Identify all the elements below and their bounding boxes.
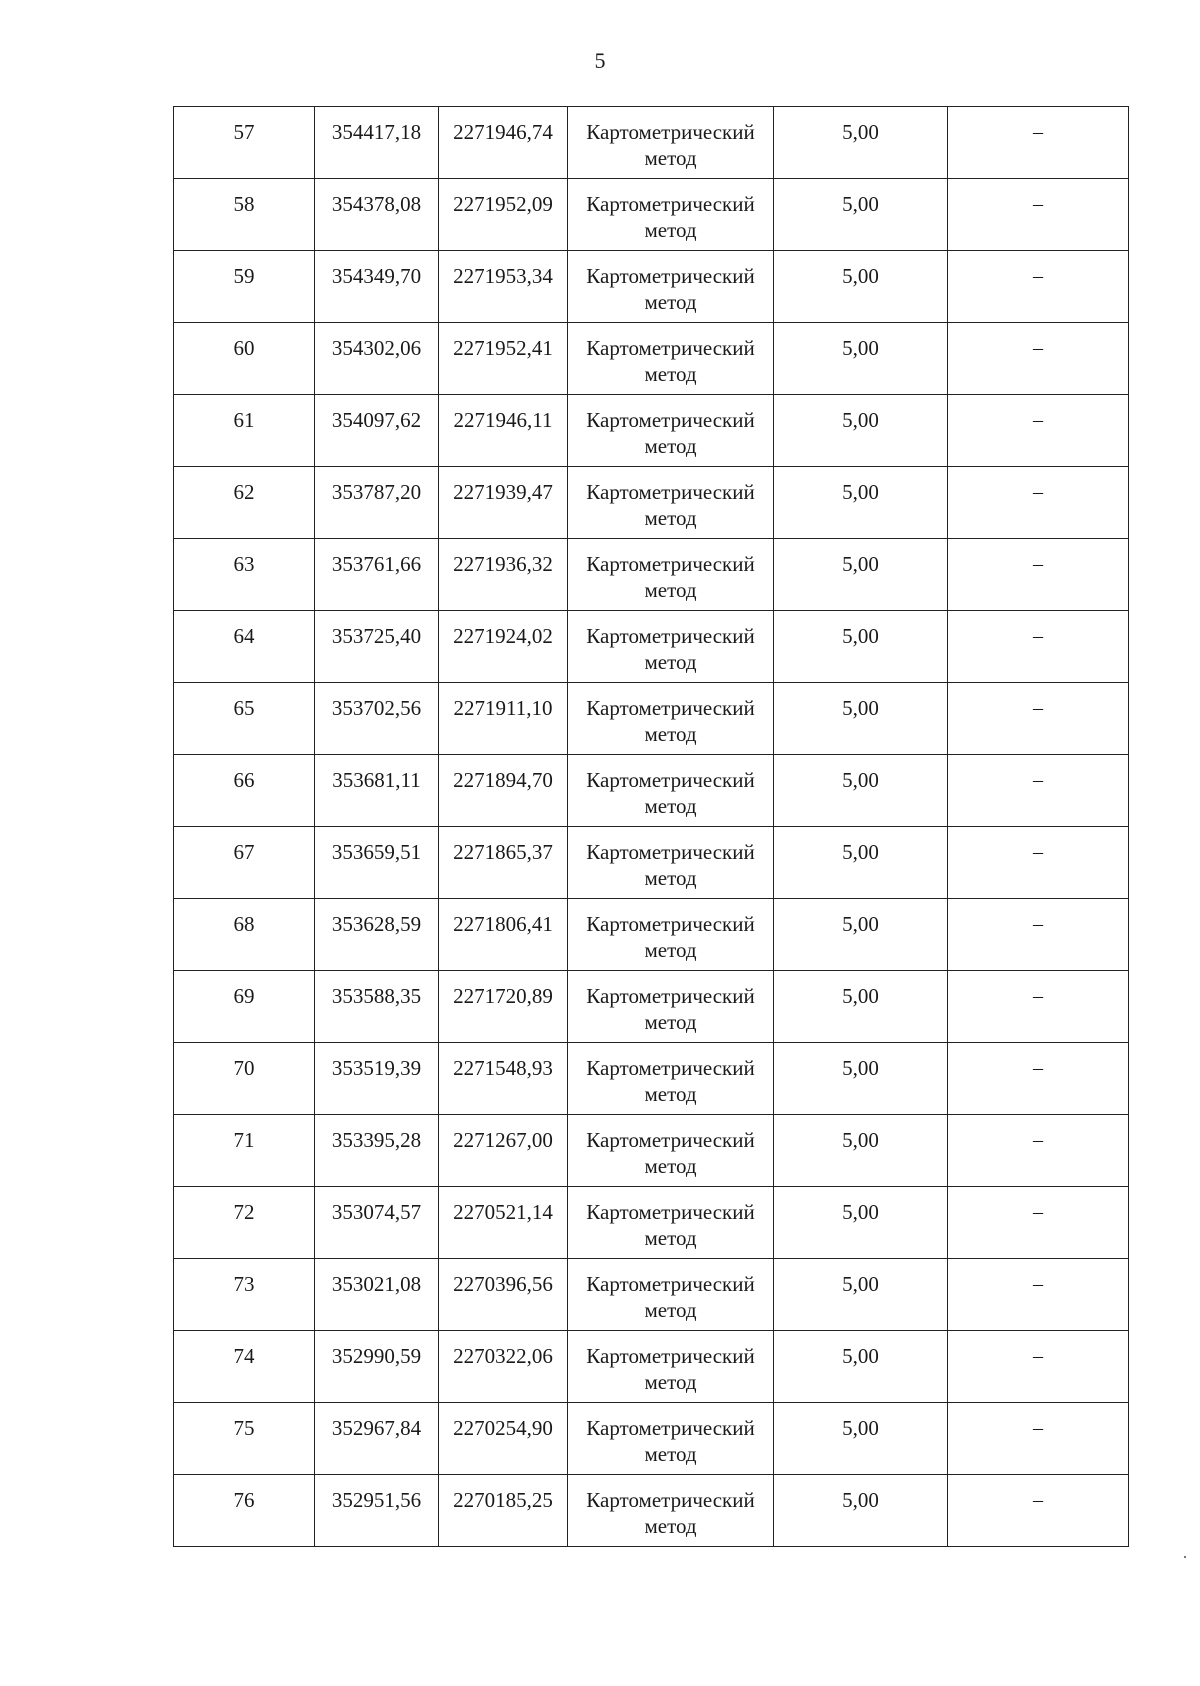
precision-cell: 5,00 xyxy=(774,683,948,755)
y-coordinate-cell: 2271267,00 xyxy=(439,1115,568,1187)
method-label: Картометрический xyxy=(586,408,755,432)
x-coordinate-cell: 353395,28 xyxy=(315,1115,439,1187)
x-coordinate-cell: 353074,57 xyxy=(315,1187,439,1259)
method-label-continuation: метод xyxy=(644,794,697,818)
x-coordinate-cell: 354349,70 xyxy=(315,251,439,323)
point-number-cell: 65 xyxy=(174,683,315,755)
point-number-cell: 58 xyxy=(174,179,315,251)
y-coordinate-cell: 2270185,25 xyxy=(439,1475,568,1547)
y-coordinate-cell: 2271924,02 xyxy=(439,611,568,683)
method-label-continuation: метод xyxy=(644,866,697,890)
y-coordinate-cell: 2270521,14 xyxy=(439,1187,568,1259)
y-coordinate-cell: 2271939,47 xyxy=(439,467,568,539)
precision-cell: 5,00 xyxy=(774,971,948,1043)
point-number-cell: 76 xyxy=(174,1475,315,1547)
method-cell xyxy=(568,899,774,971)
y-coordinate-cell: 2271936,32 xyxy=(439,539,568,611)
precision-cell: 5,00 xyxy=(774,1259,948,1331)
point-number-cell: 72 xyxy=(174,1187,315,1259)
method-label: Картометрический xyxy=(586,192,755,216)
method-label: Картометрический xyxy=(586,984,755,1008)
note-cell: – xyxy=(948,395,1129,467)
method-cell xyxy=(568,971,774,1043)
table-row xyxy=(174,251,1129,323)
method-cell xyxy=(568,467,774,539)
method-label: Картометрический xyxy=(586,1272,755,1296)
x-coordinate-cell: 353702,56 xyxy=(315,683,439,755)
method-cell xyxy=(568,1403,774,1475)
table-row xyxy=(174,971,1129,1043)
y-coordinate-cell: 2270396,56 xyxy=(439,1259,568,1331)
y-coordinate-cell: 2271806,41 xyxy=(439,899,568,971)
note-cell: – xyxy=(948,1331,1129,1403)
precision-cell: 5,00 xyxy=(774,899,948,971)
y-coordinate-cell: 2271548,93 xyxy=(439,1043,568,1115)
precision-cell: 5,00 xyxy=(774,107,948,179)
table-row xyxy=(174,1115,1129,1187)
table-row xyxy=(174,683,1129,755)
precision-cell: 5,00 xyxy=(774,1403,948,1475)
note-cell: – xyxy=(948,1403,1129,1475)
method-label: Картометрический xyxy=(586,1056,755,1080)
point-number-cell: 59 xyxy=(174,251,315,323)
method-label: Картометрический xyxy=(586,840,755,864)
point-number-cell: 63 xyxy=(174,539,315,611)
point-number-cell: 75 xyxy=(174,1403,315,1475)
table-body xyxy=(174,107,1129,1547)
precision-cell: 5,00 xyxy=(774,539,948,611)
page-number: 5 xyxy=(594,48,606,73)
method-label-continuation: метод xyxy=(644,290,697,314)
table-row xyxy=(174,395,1129,467)
point-number-cell: 70 xyxy=(174,1043,315,1115)
x-coordinate-cell: 353725,40 xyxy=(315,611,439,683)
x-coordinate-cell: 354097,62 xyxy=(315,395,439,467)
table-row xyxy=(174,1259,1129,1331)
note-cell: – xyxy=(948,1187,1129,1259)
method-cell xyxy=(568,755,774,827)
x-coordinate-cell: 352951,56 xyxy=(315,1475,439,1547)
precision-cell: 5,00 xyxy=(774,251,948,323)
y-coordinate-cell: 2271946,11 xyxy=(439,395,568,467)
method-label-continuation: метод xyxy=(644,434,697,458)
note-cell: – xyxy=(948,1475,1129,1547)
method-label-continuation: метод xyxy=(644,1226,697,1250)
y-coordinate-cell: 2271953,34 xyxy=(439,251,568,323)
precision-cell: 5,00 xyxy=(774,1187,948,1259)
note-cell: – xyxy=(948,683,1129,755)
method-label: Картометрический xyxy=(586,120,755,144)
note-cell: – xyxy=(948,1043,1129,1115)
x-coordinate-cell: 353588,35 xyxy=(315,971,439,1043)
precision-cell: 5,00 xyxy=(774,1331,948,1403)
table-row xyxy=(174,323,1129,395)
y-coordinate-cell: 2271952,09 xyxy=(439,179,568,251)
x-coordinate-cell: 354417,18 xyxy=(315,107,439,179)
method-label-continuation: метод xyxy=(644,650,697,674)
note-cell: – xyxy=(948,1259,1129,1331)
precision-cell: 5,00 xyxy=(774,1043,948,1115)
x-coordinate-cell: 353787,20 xyxy=(315,467,439,539)
point-number-cell: 68 xyxy=(174,899,315,971)
method-label-continuation: метод xyxy=(644,938,697,962)
x-coordinate-cell: 353761,66 xyxy=(315,539,439,611)
y-coordinate-cell: 2271894,70 xyxy=(439,755,568,827)
method-cell xyxy=(568,107,774,179)
method-cell xyxy=(568,1331,774,1403)
precision-cell: 5,00 xyxy=(774,1475,948,1547)
note-cell: – xyxy=(948,1115,1129,1187)
table-row xyxy=(174,1043,1129,1115)
point-number-cell: 61 xyxy=(174,395,315,467)
note-cell: – xyxy=(948,827,1129,899)
x-coordinate-cell: 353659,51 xyxy=(315,827,439,899)
method-cell xyxy=(568,251,774,323)
note-cell: – xyxy=(948,107,1129,179)
scan-speck xyxy=(1184,1556,1186,1558)
method-label-continuation: метод xyxy=(644,1010,697,1034)
note-cell: – xyxy=(948,755,1129,827)
table-row xyxy=(174,827,1129,899)
method-label: Картометрический xyxy=(586,264,755,288)
note-cell: – xyxy=(948,323,1129,395)
table-row xyxy=(174,1187,1129,1259)
y-coordinate-cell: 2271911,10 xyxy=(439,683,568,755)
precision-cell: 5,00 xyxy=(774,179,948,251)
method-label-continuation: метод xyxy=(644,1298,697,1322)
method-label-continuation: метод xyxy=(644,362,697,386)
note-cell: – xyxy=(948,899,1129,971)
y-coordinate-cell: 2270322,06 xyxy=(439,1331,568,1403)
point-number-cell: 64 xyxy=(174,611,315,683)
method-cell xyxy=(568,1475,774,1547)
note-cell: – xyxy=(948,971,1129,1043)
x-coordinate-cell: 353681,11 xyxy=(315,755,439,827)
method-label: Картометрический xyxy=(586,552,755,576)
point-number-cell: 73 xyxy=(174,1259,315,1331)
method-label-continuation: метод xyxy=(644,722,697,746)
method-label-continuation: метод xyxy=(644,1514,697,1538)
table-row xyxy=(174,1403,1129,1475)
table-row xyxy=(174,755,1129,827)
precision-cell: 5,00 xyxy=(774,827,948,899)
method-label: Картометрический xyxy=(586,624,755,648)
precision-cell: 5,00 xyxy=(774,1115,948,1187)
x-coordinate-cell: 353021,08 xyxy=(315,1259,439,1331)
table-row xyxy=(174,467,1129,539)
method-label-continuation: метод xyxy=(644,146,697,170)
method-label: Картометрический xyxy=(586,1200,755,1224)
method-cell xyxy=(568,179,774,251)
point-number-cell: 71 xyxy=(174,1115,315,1187)
point-number-cell: 62 xyxy=(174,467,315,539)
x-coordinate-cell: 354302,06 xyxy=(315,323,439,395)
point-number-cell: 69 xyxy=(174,971,315,1043)
method-label-continuation: метод xyxy=(644,1370,697,1394)
y-coordinate-cell: 2271720,89 xyxy=(439,971,568,1043)
point-number-cell: 66 xyxy=(174,755,315,827)
method-label: Картометрический xyxy=(586,1344,755,1368)
method-label-continuation: метод xyxy=(644,1442,697,1466)
method-cell xyxy=(568,827,774,899)
method-label: Картометрический xyxy=(586,480,755,504)
y-coordinate-cell: 2271946,74 xyxy=(439,107,568,179)
note-cell: – xyxy=(948,467,1129,539)
method-cell xyxy=(568,395,774,467)
method-label-continuation: метод xyxy=(644,578,697,602)
method-cell xyxy=(568,1187,774,1259)
note-cell: – xyxy=(948,611,1129,683)
note-cell: – xyxy=(948,539,1129,611)
table-row xyxy=(174,179,1129,251)
precision-cell: 5,00 xyxy=(774,467,948,539)
method-label: Картометрический xyxy=(586,912,755,936)
point-number-cell: 67 xyxy=(174,827,315,899)
method-label: Картометрический xyxy=(586,1488,755,1512)
precision-cell: 5,00 xyxy=(774,395,948,467)
precision-cell: 5,00 xyxy=(774,323,948,395)
table-row xyxy=(174,539,1129,611)
y-coordinate-cell: 2271865,37 xyxy=(439,827,568,899)
table-row xyxy=(174,1331,1129,1403)
table-row xyxy=(174,611,1129,683)
point-number-cell: 60 xyxy=(174,323,315,395)
method-label: Картометрический xyxy=(586,696,755,720)
point-number-cell: 57 xyxy=(174,107,315,179)
method-cell xyxy=(568,683,774,755)
method-cell xyxy=(568,1259,774,1331)
method-label-continuation: метод xyxy=(644,1082,697,1106)
x-coordinate-cell: 352990,59 xyxy=(315,1331,439,1403)
method-label-continuation: метод xyxy=(644,218,697,242)
method-label-continuation: метод xyxy=(644,506,697,530)
method-label: Картометрический xyxy=(586,768,755,792)
note-cell: – xyxy=(948,251,1129,323)
y-coordinate-cell: 2270254,90 xyxy=(439,1403,568,1475)
precision-cell: 5,00 xyxy=(774,755,948,827)
point-number-cell: 74 xyxy=(174,1331,315,1403)
table-row xyxy=(174,107,1129,179)
table-row xyxy=(174,899,1129,971)
method-label-continuation: метод xyxy=(644,1154,697,1178)
x-coordinate-cell: 353628,59 xyxy=(315,899,439,971)
method-label: Картометрический xyxy=(586,336,755,360)
note-cell: – xyxy=(948,179,1129,251)
y-coordinate-cell: 2271952,41 xyxy=(439,323,568,395)
method-cell xyxy=(568,1115,774,1187)
method-cell xyxy=(568,1043,774,1115)
x-coordinate-cell: 352967,84 xyxy=(315,1403,439,1475)
method-label: Картометрический xyxy=(586,1416,755,1440)
x-coordinate-cell: 354378,08 xyxy=(315,179,439,251)
table-row xyxy=(174,1475,1129,1547)
method-cell xyxy=(568,611,774,683)
x-coordinate-cell: 353519,39 xyxy=(315,1043,439,1115)
precision-cell: 5,00 xyxy=(774,611,948,683)
method-label: Картометрический xyxy=(586,1128,755,1152)
coordinates-table xyxy=(173,106,1129,1547)
method-cell xyxy=(568,539,774,611)
method-cell xyxy=(568,323,774,395)
